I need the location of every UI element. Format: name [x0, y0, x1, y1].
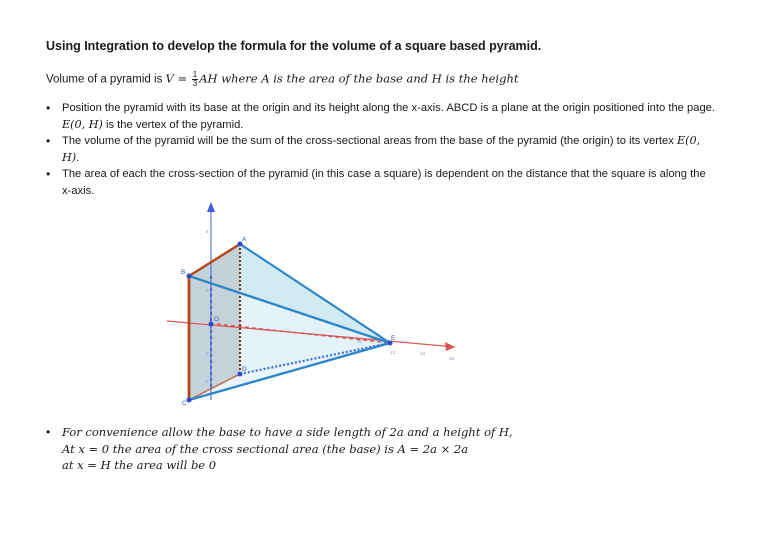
formula-fraction — [192, 71, 198, 88]
bullet-item — [46, 133, 716, 166]
bullet-text: The area of each the cross-section of the pyramid (in this case a square) is dependent on the distance that the square is along the x-axis. — [62, 168, 706, 197]
bullet-item — [46, 166, 716, 199]
label-e: E — [391, 335, 396, 342]
formula-lhs: V = — [165, 71, 191, 86]
y-axis-arrow-icon — [207, 202, 215, 212]
label-a: A — [242, 236, 247, 243]
bullet-item — [46, 424, 513, 474]
fraction-numerator: 1 — [192, 70, 198, 79]
convenience-line-1: • For convenience allow the base to have a side length of 2a and a height of H, — [62, 425, 513, 439]
bullet-text: . — [76, 151, 80, 164]
bullet-text: The volume of the pyramid will be the sum of the cross-sectional areas from the base of the pyramid (the origin) to its vertex — [62, 135, 677, 147]
formula-rhs: AH where A is the area of the base and H is the height — [199, 71, 519, 86]
fraction-denominator: 3 — [192, 79, 198, 88]
label-d: D — [242, 366, 247, 373]
x-tick-label: 14 — [420, 351, 426, 356]
y-tick-label: 2 — [206, 288, 209, 293]
x-tick-label: 12 — [390, 350, 396, 355]
convenience-line-2: At x = 0 the area of the cross sectional area (the base) is A = 2a × 2a — [62, 441, 469, 456]
vertex-coordinate: E(0, H) — [62, 117, 103, 131]
convenience-line-3: at x = H the area will be 0 — [62, 458, 217, 472]
label-o: O — [214, 316, 220, 323]
bullet-list — [46, 100, 716, 199]
label-c: C — [182, 400, 187, 407]
bullet-item — [46, 100, 716, 133]
x-axis-arrow-icon — [445, 342, 455, 351]
point-o — [209, 322, 214, 327]
intro-prefix: Volume of a pyramid is — [46, 73, 166, 86]
x-tick-label: 10 — [357, 339, 363, 344]
y-tick-label: -2 — [204, 351, 209, 356]
vertex-coordinate: E(0, H) — [62, 134, 701, 164]
bullet-text: Position the pyramid with its base at the origin and its height along the x-axis. ABCD is a plane at the origin positioned into the page. — [62, 102, 715, 114]
y-tick-label: -4 — [204, 379, 209, 384]
x-tick-label: 16 — [449, 356, 455, 361]
y-tick-label: 6 — [206, 229, 209, 234]
intro-line — [46, 71, 518, 88]
point-b — [187, 274, 192, 279]
pyramid-diagram — [165, 200, 475, 410]
label-b: B — [181, 269, 186, 276]
point-c — [187, 398, 192, 403]
page-title: Using Integration to develop the formula for the volume of a square based pyramid. — [46, 39, 542, 53]
bullet-text: is the vertex of the pyramid. — [102, 118, 244, 131]
convenience-list — [46, 424, 513, 474]
